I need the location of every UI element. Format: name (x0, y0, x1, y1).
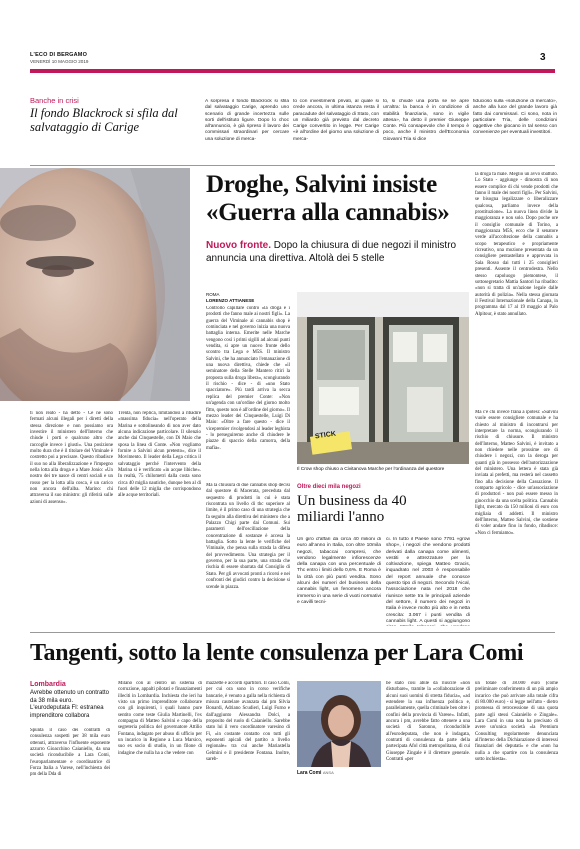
business-column: ci. In tutto il Paese sono 7791 «grow shop», i negozi che vendono prodotti derivati dalla canapa come alimenti, vestiti e attrezzature per la coltivazione, spiega Matteo Gracis, inquadrato nel 2003 è responsabile del report annuale che conosce questo tipo di negozi. Secondo l'Aical, l'associazione nata nel 2018 che riunisce sette tra le principali aziende del settore, il numero dei negozi in Italia è invece molto più alto e in netta crescita: 3.067 i punti vendita di cannabis light. A questi si aggiungono (386, 537, 470, 624)
salvini-portrait-illustration (0, 168, 190, 401)
business-kicker: Oltre dieci mila negozi (297, 484, 361, 490)
salvini-column: ti non reato - ha detto - Ce ne sono fermati alcuni illegali per i diretti della stessa direzione e non possiamo ora investire il ministero dell'Interno che chiude i porti e qualcuno altro che raccoglie invece i giusti». Una posizione molto dura che è il titolare del Viminale è costretto poi a precisare. Questo ribadisce il suo no alla liberalizzazione e l'impegno nella lotta alla droga e a Mare Jonio: «Un nostro dei tre nasce di centri sociali e un rosso per la lotta alla cosca, è un carico non ancora dell'alba. Marino: chi attraversa il suo ministro: gli riferirà sulle azioni di assenso». (30, 411, 113, 505)
comi-column: Milano con al centro un sistema di corruzione, appalti pilotati e finanziamenti illeciti in Lombardia. Inchiesta che ieri ha visto un primo imprenditore collaborare con gli inquirenti, i quali hanno pure sentito come teste Giulia Martinelli, l'ex compagna di Matteo Salvini e capo della segreteria politica del governatore Attilio Fontana, indagato per abuso di ufficio per un incarico in Regione a Luca Marsico, suo ex socio di studio, in un filone di indagine che nulla ha a che vedere con (118, 681, 202, 756)
blackrock-headline: Il fondo Blackrock si sfila dal salvataggio di Carige (30, 106, 178, 134)
comi-photo-caption (297, 770, 334, 776)
section-divider (30, 632, 555, 633)
shop-photo-caption: Il Crow shop chiuso a Civitanova Marche per l'ordinanza del questore (297, 467, 445, 472)
salvini-byline: LORENZO ATTIANESE (206, 298, 255, 303)
comi-portrait-illustration (297, 681, 381, 767)
masthead-date: VENERDÌ 10 MAGGIO 2019 (30, 59, 89, 64)
salvini-column: Ma la chiusura di due cannabis shop decisi dal questore di Macerata, preceduta dal sequestro di prodotti in cui è stata riscontrata un livello di thc superiore al limite, è il primo caso di una strategia che fa seguito alla direttiva del ministero che a Palazzo Chigi parte dai Comuni. Sui parametri dell'oscillazione della concentrazione di sostanze è accesa la battaglia. Sotto la lente le verifiche del Viminale, che pensa sulla strada la difesa del provvedimento. Una strategia per il governo, per la sua parte, una strada che rischia di essere sbarrata dal Consiglio di Stato. Per gli avvocati pronti a ricorsi e nei confronti dei giudici contro la decisione si scende in piazza. (206, 483, 290, 590)
blackrock-kicker: Banche in crisi (30, 96, 79, 105)
comi-column: mazzette e accordi spartitori. Il caso Comi, per cui ora sono in corso verifiche bancarie, è venuto a galla nella richiesta di misura cautelare avanzata dai pm Silvia Bonardi, Adriano Scudieri, Luigi Furno e dall'aggiunto Alessandra Dolci, a proposito del ruolo di Caianiello. Sarebbe stato lui il vero coordinatore varesino di Fi, «in costante contatto con tutti gli esponenti apicali del partito a livello regionale» tra cui anche Mariastella Gelmini e il presidente Fontana. Inoltre, sareb- (206, 681, 290, 763)
salvini-subheadline-text: Dopo la chiusura di due negozi il ministro annuncia una direttiva. Altolà dei 5 stelle (206, 240, 457, 264)
business-column: Un giro d'affari da circa 40 milioni di euro all'anno in Italia, con oltre 10mila negozi, tabaccai compresi, che vendono legalmente infiorescenze della canapa con una percentuale di Thc entro i limiti dello 0,6%. E Roma è la città con più punti vendita. Sono alcuni dei numeri del business della cannabis light, un fenomeno ancora immerso in una serie di vuoti normativi e cavilli tecni- (297, 537, 381, 605)
salvini-column: Trenta, non replica, limitandosi a ribadire «massima fiducia» nell'operato della Marina e sottolineando di non aver dato alcuna indicazione particolare. Il silenzio anche dai Cinquestelle, con Di Maio che sposa la linea di Conte. «Non vogliamo fornire a Salvini alcun pretesto», dice il Movimento. Il leader della Lega critica il salvataggio perché l'intervento della Marina si è verificato «in acque libiche». In realtà, 75 chilometri dalla costa sono circa 40 miglia nautiche, dunque ben al di fuori delle 12 miglia che corrispondono alle acque territoriali. (118, 411, 201, 499)
salvini-column: la droga fa male. Meglio un avvo sbattuto. Lo Stato - aggiunge - dimostra di non essere complice di chi vende prodotti che fanno il male dei nostri figli». Per Salvini, se bisogna legalizzare o liberalizzare qualcosa, parliamo invece della prostituzione». La nuova linea divide la maggioranza e non solo. Dopo poche ore il consiglio comunale di Torino, a maggioranza M5S, ecco che il senatore verde all'accoltezione della cannabis a scopo terapeutico e propriamente ricreativo, una mozione presentata da un consigliere pentastellato e approvata in Sala Rosso dai tutti i 25 consiglieri presenti. Assente il centrodestra. Nello stesso capoluogo piemontese, il sottosegretario Mattia Santori ha ribadito: «non si tratta di un'azione legale dalle autorità di polizia». Nella stessa giornata il Festival Internazionale della Canapa, in programma dal 17 al 19 maggio al Palo Alpitour, è stato annullato. (475, 172, 558, 317)
page-number: 3 (540, 52, 546, 63)
section-divider (30, 165, 555, 166)
comi-column: Spunta il caso dei contratti di consulenza sospetti per 38 mila euro ottenuti, attraverso l'influente esponente azzurro Gioacchino Caianiello, da una società riconducibile a Lara Comi, l'europarlamentare e coordinatrice di Forza Italia a Varese, nell'inchiesta dei pm della Dda di (30, 728, 110, 778)
salvini-column: Controllo capillare contro «la droga e i prodotti che fanno male ai nostri figli». La guerra del Viminale ai cannabis shop è cominciata e nel governo inizia una nuova battaglia interna. Emerite nelle Marche vengono così i primi sigilli ad alcuni punti vendita, si apre un nuovo fronte dello scontro tra Lega e M5S. Il ministro Salvini, che ha annunciato l'emanazione di una nuova direttiva, chiede che «il seminatore della Stelle Mantero ritiri la proposta sulla droga libera», scongiurando il rischio - dice - di «uno Stato spacciatore». Più tardi arriva la secca replica del premier Conte: «Non un'agenda con un'ordine del giorno molto fitto, questo non è all'ordine del giorno». Il mezzo leader dei Cinquestelle, Luigi Di Maio: «Oltre a fare questo - dice il vicepremier rivolgendosi al leader leghista - lo perseguiremo anche di chiudere le piazze di spaccio della camorra, della mafia». (206, 306, 290, 451)
salvini-headline-line2: «Guerra alla cannabis» (206, 199, 450, 226)
salvini-column: Ma c'è chi invece frana a ipotesi: «Salvini vuole essere consigliere comunale e ha chiesto al ministro di incontrarsi per interpretare la norma, scongiurando il rischio di chiusure. Il ministro dell'Interno, Matteo Salvini, è invitato a non chiedere nelle prossime ore di chiudere i negozi, con la deroga per quanti già in possesso dell'autorizzazione del ministero. Una lettera è stata già inviata ai prefetti, ma resterà nel cassetto fino alla decisione della Cassazione. Il comparto agricolo - dice un'associazione di produttori - non può essere messo in ginocchio da una scelta politica. Cannabis light, mercato da 150 milioni di euro con migliaia di addetti. Il ministro dell'Interno, Matteo Salvini, che sostiene di voler andare fino in fondo, ribadisce: «Non ci fermiamo». (475, 410, 558, 536)
salvini-headline-line1: Droghe, Salvini insiste (206, 171, 437, 198)
business-headline: Un business da 40 miliardi l'anno (297, 493, 407, 525)
comi-kicker-subtitle: Avrebbe ottenuto un contratto da 38 mila euro. L'eurodeputata FI: estranea imprenditore collabora (30, 690, 109, 719)
salvini-subheadline-lead: Nuovo fronte. (206, 240, 271, 251)
blackrock-column: A sorpresa il fondo Blackrock si sfila dal salvataggio Carige, aprendo uno scenario di grande incertezza sulle sorti dell'istituto ligure. Dopo lo choc all'annuncio, è già ripreso il lavoro dei commissari straordinari per cercare una soluzione di merca- (205, 99, 289, 142)
salvini-subheadline (206, 240, 476, 265)
blackrock-column: fiducioso sulla «soluzione di mercato», anche alla luce del grande lavoro già fatto dai commissari. Ci sono, nota in particolare Tria, delle condizioni oggettive che giocano in tal senso con convenienze per eventuali investitori. (473, 99, 557, 136)
comi-kicker: Lombardia (30, 681, 66, 688)
cannabis-shop-photo (297, 292, 469, 464)
comi-headline: Tangenti, sotto la lente consulenza per Lara Comi (30, 640, 524, 666)
blackrock-column: to, si chiude una porta se ne apre un'altra: la banca è in condizione di stabilità finanziaria, sono in vigile attesa», ha detto il premier Giuseppe Conte. Più consapevole che il tempo è poco, anche il ministro dell'Economia Giovanni Tria si dice (383, 99, 469, 142)
blackrock-column: to con investimenti privati, al quale si crede ancora, in ultima istanza resta il paracadute del salvataggio di Stato, con un miliardo già previsto dal decreto Carige convertito in legge. Per Carige «è all'ordine del giorno una soluzione di merca- (293, 99, 379, 142)
salvini-photo (0, 168, 190, 401)
masthead-red-bar (30, 69, 555, 73)
comi-column: un totale di 38.000 euro (come preliminare conferimento di un più ampio incarico che può arrivare alla totale cifra di 80.000 euro) - si legge nell'atto - dietro promessa di retrocessione di una quota parte agli stessi Caianiello e Zingale». Lara Comi in una nota ha precisato di avere un'unica società «la Premium Consulting regolarmente denunciata all'interno della Dichiarazione di interessi finanziari dei deputati» e che «non ha nulla a che spartire con la consulenza sotto inchiesta». (475, 681, 558, 763)
masthead-paper-name: L'ECO DI BERGAMO (30, 52, 88, 58)
lara-comi-photo (297, 681, 381, 767)
salvini-dateline: ROMA (206, 292, 220, 297)
shop-sign-sticker: STICK (314, 430, 337, 441)
comi-photo-caption-name: Lara Comi (297, 770, 322, 776)
comi-photo-credit: ANSA (322, 770, 334, 775)
comi-column: be stato così abile da riuscire «non disturbare», tramite la «collaborazione di alcuni suoi uomini di stretta fiducia», «ad estendere la sua influenza politica e, parallelamente, quella criminale ben oltre i confini della provincia di Varese». Infatti, ancora i pm, avrebbe fatto ottenere a una società di Saronno, riconducibile all'eurodeputata, che non è indagata, contratti di consulenza da parte della partecipata Afol città metropolitana, di cui Giuseppe Zingale è il direttore generale. Contratti «per (386, 681, 470, 763)
